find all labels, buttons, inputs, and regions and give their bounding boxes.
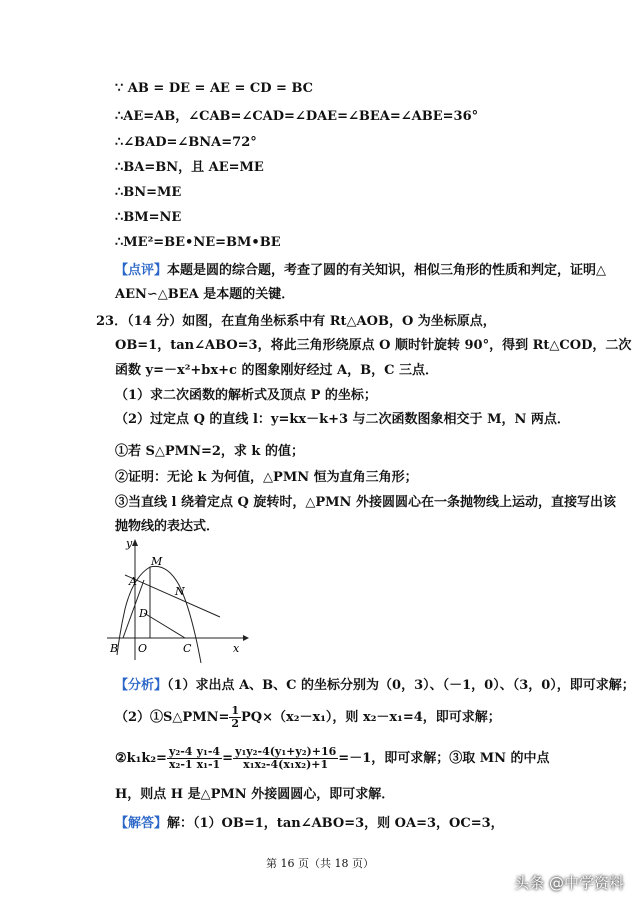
- label-N: N: [175, 585, 185, 598]
- proof-line-7: ∴ME²=BE•NE=BM•BE: [115, 235, 281, 250]
- question-2a: ①若 S△PMN=2，求 k 的值；: [115, 444, 304, 459]
- fraction-1-num: y₂-4: [167, 746, 195, 759]
- solution-text-1: 解：（1）OB=1，tan∠ABO=3，则 OA=3，OC=3，: [167, 816, 504, 831]
- x-axis-arrow: [243, 635, 249, 641]
- problem-line-2: OB=1，tan∠ABO=3，将此三角形绕原点 O 顺时针旋转 90°，得到 Rt△COD，二次: [115, 338, 632, 353]
- comment-text-1: 本题是圆的综合题，考查了圆的有关知识，相似三角形的性质和判定，证明△: [167, 263, 607, 278]
- coordinate-figure: [105, 535, 250, 665]
- analysis-2-post: PQ×（x₂－x₁），则 x₂－x₁=4，即可求解；: [241, 710, 501, 725]
- fraction-2: [195, 746, 223, 771]
- fraction-2-num: y₁-4: [195, 746, 223, 759]
- label-B: B: [110, 642, 119, 655]
- label-y: y: [126, 537, 133, 550]
- label-M: M: [151, 555, 163, 568]
- fraction-3-den: x₁x₂-4(x₁x₂)+1: [243, 758, 329, 771]
- proof-line-1: ∵ AB = DE = AE = CD = BC: [115, 81, 314, 96]
- problem-line-3: 函数 y=－x²+bx+c 的图象刚好经过 A，B，C 三点．: [115, 363, 438, 378]
- fraction-2-den: x₁-1: [196, 758, 221, 771]
- proof-line-2: ∴AE=AB，∠CAB=∠CAD=∠DAE=∠BEA=∠ABE=36°: [115, 109, 479, 124]
- question-2c-line-1: ③当直线 l 绕着定点 Q 旋转时，△PMN 外接圆圆心在一条抛物线上运动，直接写出该: [115, 495, 616, 510]
- label-D: D: [139, 607, 148, 620]
- comment-tag: 【点评】: [115, 263, 168, 278]
- analysis-line-1: [115, 677, 635, 695]
- proof-line-4: ∴BA=BN，且 AE=ME: [115, 160, 264, 175]
- fraction-3-num: y₁y₂-4(y₁+y₂)+16: [235, 745, 337, 758]
- label-C: C: [183, 642, 192, 655]
- fraction-1-den: x₂-1: [168, 758, 193, 771]
- watermark: 头条 @中学资料: [514, 874, 624, 892]
- proof-line-5: ∴BN=ME: [115, 185, 182, 200]
- analysis-line-2: [115, 704, 501, 732]
- label-O: O: [138, 642, 148, 655]
- fraction-half: [229, 705, 241, 730]
- question-2b: ②证明：无论 k 为何值，△PMN 恒为直角三角形；: [115, 470, 418, 485]
- question-2: （2）过定点 Q 的直线 l：y=kx－k+3 与二次函数图象相交于 M，N 两点．: [115, 412, 570, 427]
- fraction-1: [167, 746, 195, 771]
- fraction-3: [233, 746, 338, 771]
- analysis-line-3: [115, 744, 550, 774]
- analysis-tag: 【分析】: [115, 678, 168, 693]
- fraction-half-num: 1: [231, 704, 240, 717]
- question-1: （1）求二次函数的解析式及顶点 P 的坐标；: [115, 388, 377, 403]
- analysis-2-pre: （2）①S△PMN=: [115, 710, 230, 725]
- label-A: A: [129, 575, 137, 588]
- solution-line-1: [115, 815, 504, 833]
- analysis-3-eq: =: [222, 751, 234, 766]
- problem-line-1: 23．（14 分）如图，在直角坐标系中有 Rt△AOB，O 为坐标原点，: [96, 314, 496, 329]
- y-axis-arrow: [132, 539, 138, 546]
- label-x: x: [233, 642, 240, 655]
- proof-line-3: ∴∠BAD=∠BNA=72°: [115, 135, 257, 150]
- analysis-text-1: （1）求出点 A、B、C 的坐标分别为（0，3）、（－1，0）、（3，0），即可求解；: [167, 678, 635, 693]
- page-footer: 第 16 页（共 18 页）: [266, 857, 374, 870]
- analysis-3-pre: ②k₁k₂=: [115, 751, 167, 766]
- comment-line-1: [115, 262, 606, 280]
- question-2c-line-2: 抛物线的表达式．: [115, 519, 220, 534]
- solution-tag: 【解答】: [115, 816, 168, 831]
- analysis-3-post: =－1，即可求解；③取 MN 的中点: [338, 751, 550, 766]
- analysis-line-4: H，则点 H 是△PMN 外接圆圆心，即可求解．: [115, 787, 395, 802]
- fraction-half-den: 2: [231, 717, 240, 730]
- comment-line-2: AEN∽△BEA 是本题的关键．: [115, 287, 295, 302]
- proof-line-6: ∴BM=NE: [115, 210, 182, 225]
